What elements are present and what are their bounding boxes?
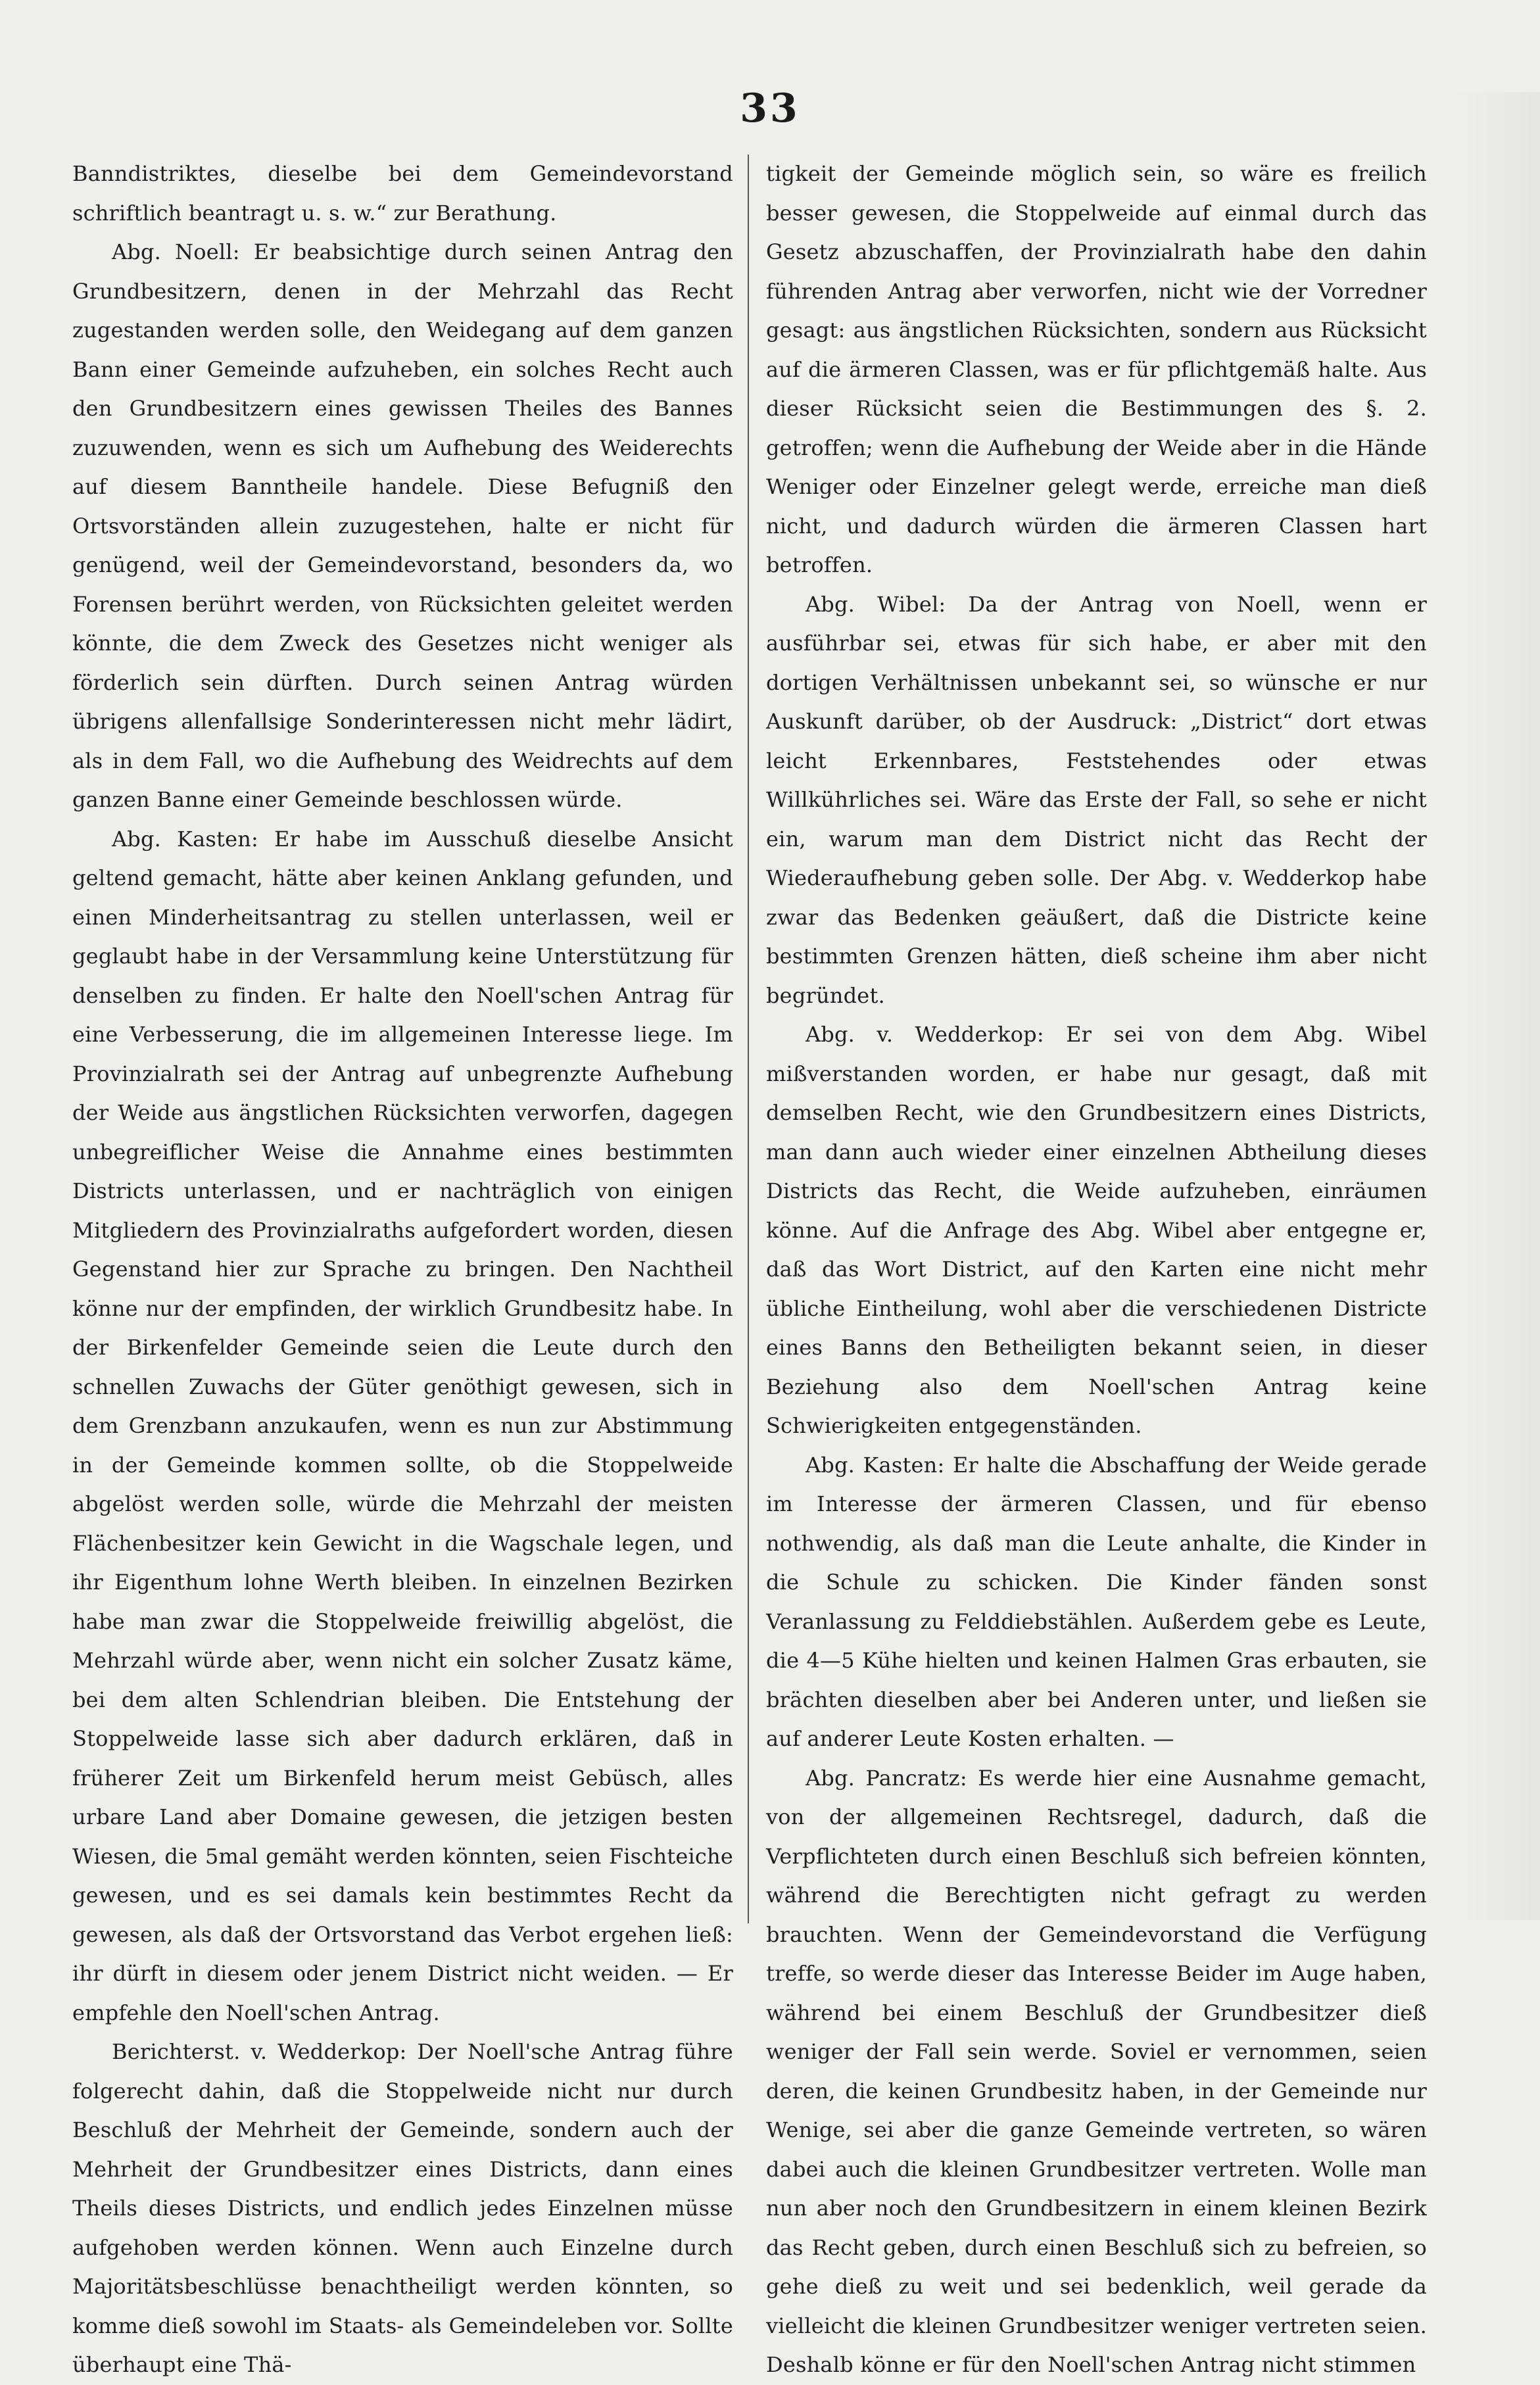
paragraph-wedderkop: Abg. v. Wedderkop: Er sei von dem Abg. Wibel mißverstanden worden, er habe nur gesagt, daß mit demselben Recht, wie den Grundbesitzern eines Districts, man dann auch wieder einer einzelnen Abtheilung dieses Districts das Recht, die Weide aufzuheben, einräumen könne. Auf die Anfrage des Abg. Wibel aber entgegne er, daß das Wort District, auf den Karten eine nicht mehr übliche Eintheilung, wohl aber die verschiedenen Districte eines Banns den Betheiligten bekannt seien, in dieser Beziehung also dem Noell'schen Antrag keine Schwierigkeiten entgegenständen. xyxy=(766,1022,1427,1438)
paragraph-kasten-2: Abg. Kasten: Er halte die Abschaffung der Weide gerade im Interesse der ärmeren Classen, und für ebenso nothwendig, als daß man die Leute anhalte, die Kinder in die Schule zu schicken. Die Kinder fänden sonst Veranlassung zu Felddiebstählen. Außerdem gebe es Leute, die 4—5 Kühe hielten und keinen Halmen Gras erbauten, sie brächten dieselben aber bei Anderen unter, und ließen sie auf anderer Leute Kosten erhalten. — xyxy=(766,1452,1427,1751)
paragraph-continuation: tigkeit der Gemeinde möglich sein, so wäre es freilich besser gewesen, die Stoppelweide auf einmal durch das Gesetz abzuschaffen, der Provinzialrath habe den dahin führenden Antrag aber verworfen, nicht wie der Vorredner gesagt: aus ängstlichen Rücksichten, sondern aus Rücksicht auf die ärmeren Classen, was er für pflichtgemäß halte. Aus dieser Rücksicht seien die Bestimmungen des §. 2. getroffen; wenn die Aufhebung der Weide aber in die Hände Weniger oder Einzelner gelegt werde, erreiche man dieß nicht, und dadurch würden die ärmeren Classen hart betroffen. xyxy=(766,161,1427,577)
paragraph-kasten: Abg. Kasten: Er habe im Ausschuß dieselbe Ansicht geltend gemacht, hätte aber keinen Anklang gefunden, und einen Minderheitsantrag zu stellen unterlassen, weil er geglaubt habe in der Versammlung keine Unterstützung für denselben zu finden. Er halte den Noell'schen Antrag für eine Verbesserung, die im allgemeinen Interesse liege. Im Provinzialrath sei der Antrag auf unbegrenzte Aufhebung der Weide aus ängstlichen Rücksichten verworfen, dagegen unbegreiflicher Weise die Annahme eines bestimmten Districts unterlassen, und er nachträglich von einigen Mitgliedern des Provinzialraths aufgefordert worden, diesen Gegenstand hier zur Sprache zu bringen. Den Nachtheil könne nur der empfinden, der wirklich Grundbesitz habe. In der Birkenfelder Gemeinde seien die Leute durch den schnellen Zuwachs der Güter genöthigt gewesen, sich in dem Grenzbann anzukaufen, wenn es nun zur Abstimmung in der Gemeinde kommen sollte, ob die Stoppelweide abgelöst werden solle, würde die Mehrzahl der meisten Flächenbesitzer kein Gewicht in die Wagschale legen, und ihr Eigenthum lohne Werth bleiben. In einzelnen Bezirken habe man zwar die Stoppelweide freiwillig abgelöst, die Mehrzahl würde aber, wenn nicht ein solcher Zusatz käme, bei dem alten Schlendrian bleiben. Die Entstehung der Stoppelweide lasse sich aber dadurch erklären, daß in früherer Zeit um Birkenfeld herum meist Gebüsch, alles urbare Land aber Domaine gewesen, die jetzigen besten Wiesen, die 5mal gemäht werden könnten, seien Fischteiche gewesen, und es sei damals kein bestimmtes Recht da gewesen, als daß der Ortsvorstand das Verbot ergehen ließ: ihr dürft in diesem oder jenem District nicht weiden. — Er empfehle den Noell'schen Antrag. xyxy=(72,826,733,2025)
column-divider xyxy=(748,155,749,1923)
paragraph-wibel: Abg. Wibel: Da der Antrag von Noell, wenn er ausführbar sei, etwas für sich habe, er aber mit den dortigen Verhältnissen unbekannt sei, so wünsche er nur Auskunft darüber, ob der Ausdruck: „District“ dort etwas leicht Erkennbares, Feststehendes oder etwas Willkührliches sei. Wäre das Erste der Fall, so sehe er nicht ein, warum man dem District nicht das Recht der Wiederaufhebung geben solle. Der Abg. v. Wedderkop habe zwar das Bedenken geäußert, daß die Districte keine bestimmten Grenzen hätten, dieß scheine ihm aber nicht begründet. xyxy=(766,591,1427,1008)
page-number: 33 xyxy=(740,85,800,132)
paragraph-noell: Abg. Noell: Er beabsichtige durch seinen Antrag den Grundbesitzern, denen in der Mehrzahl das Recht zugestanden werden solle, den Weidegang auf dem ganzen Bann einer Gemeinde aufzuheben, ein solches Recht auch den Grundbesitzern eines gewissen Theiles des Bannes zuzuwenden, wenn es sich um Aufhebung des Weiderechts auf diesem Banntheile handele. Diese Befugniß den Ortsvorständen allein zuzugestehen, halte er nicht für genügend, weil der Gemeindevorstand, besonders da, wo Forensen berührt werden, von Rücksichten geleitet werden könnte, die dem Zweck des Gesetzes nicht weniger als förderlich sein dürften. Durch seinen Antrag würden übrigens allenfallsige Sonderinteressen nicht mehr lädirt, als in dem Fall, wo die Aufhebung des Weidrechts auf dem ganzen Banne einer Gemeinde beschlossen würde. xyxy=(72,239,733,812)
right-column xyxy=(766,155,1427,2377)
adjacent-page-bleed xyxy=(1455,92,1540,1920)
paragraph-continuation: Banndistriktes, dieselbe bei dem Gemeindevorstand schriftlich beantragt u. s. w.“ zur Berathung. xyxy=(72,161,733,226)
paragraph-wedderkop-report: Berichterst. v. Wedderkop: Der Noell'sche Antrag führe folgerecht dahin, daß die Stoppelweide nicht nur durch Beschluß der Mehrheit der Gemeinde, sondern auch der Mehrheit der Grundbesitzer eines Districts, dann eines Theils dieses Districts, und endlich jedes Einzelnen müsse aufgehoben werden können. Wenn auch Einzelne durch Majoritätsbeschlüsse benachtheiligt werden könnten, so komme dieß sowohl im Staats- als Gemeindeleben vor. Sollte überhaupt eine Thä- xyxy=(72,2039,733,2377)
paragraph-pancratz: Abg. Pancratz: Es werde hier eine Ausnahme gemacht, von der allgemeinen Rechtsregel, dadurch, daß die Verpflichteten durch einen Beschluß sich befreien könnten, während die Berechtigten nicht gefragt zu werden brauchten. Wenn der Gemeindevorstand die Verfügung treffe, so werde dieser das Interesse Beider im Auge haben, während bei einem Beschluß der Grundbesitzer dieß weniger der Fall sein werde. Soviel er vernommen, seien deren, die keinen Grundbesitz haben, in der Gemeinde nur Wenige, sei aber die ganze Gemeinde vertreten, so wären dabei auch die kleinen Grundbesitzer vertreten. Wolle man nun aber noch den Grundbesitzern in einem kleinen Bezirk das Recht geben, durch einen Beschluß sich zu befreien, so gehe dieß zu weit und sei bedenklich, weil gerade da vielleicht die kleinen Grundbesitzer weniger vertreten seien. Deshalb könne er für den Noell'schen Antrag nicht stimmen xyxy=(766,1765,1427,2377)
left-column xyxy=(72,155,733,2377)
